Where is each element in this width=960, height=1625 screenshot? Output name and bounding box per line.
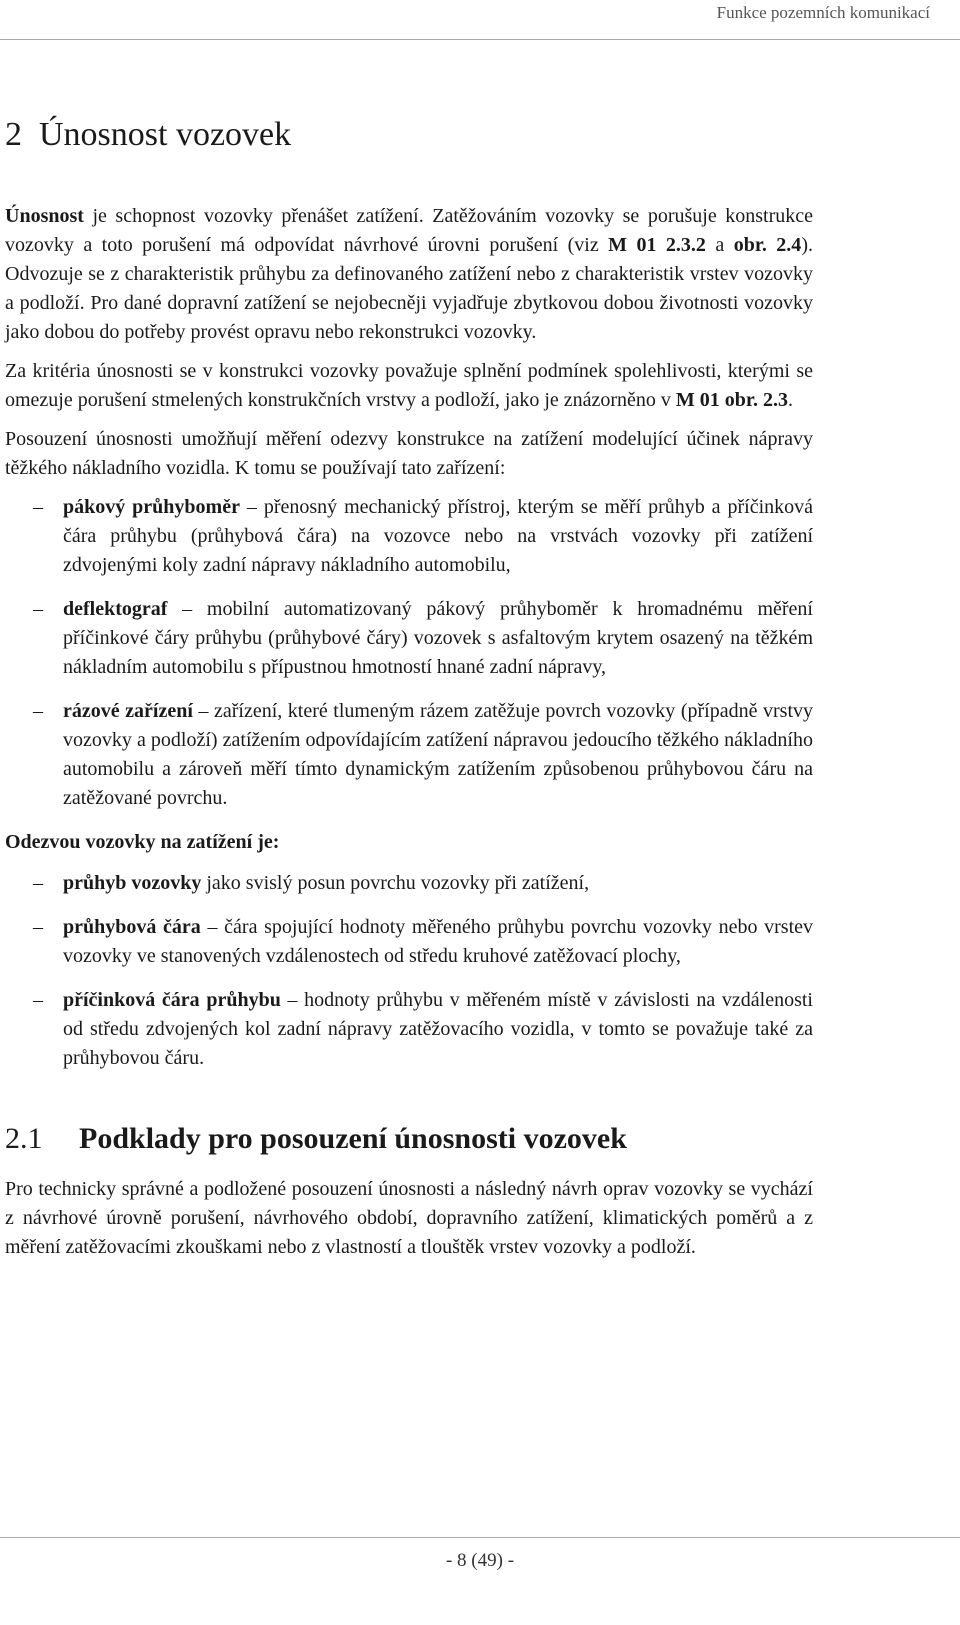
list-item-text: – hodnoty průhybu v měřeném místě v závislosti na vzdálenosti od středu zdvojených kol zadní nápravy zatěžovacího vozidla, v tomto se považuje také za průhybovou čáru. — [63, 989, 813, 1069]
intro-term: Únosnost — [5, 205, 84, 227]
footer-divider — [0, 1537, 960, 1538]
devices-list — [5, 493, 813, 813]
intro-reference-1: M 01 2.3.2 — [608, 234, 706, 256]
dash-bullet: – — [33, 700, 43, 722]
list-item — [5, 493, 813, 580]
list-item-term: pákový průhyboměr — [63, 496, 240, 518]
response-heading: Odezvou vozovky na zatížení je: — [5, 831, 280, 853]
list-item-text: – zařízení, které tlumeným rázem zatěžuje povrch vozovky (případně vrstvy vozovky a podloží) zatížením odpovídajícím zatížení nápravou jedoucího těžkého nákladního automobilu a zároveň měří tímto dynamickým zatížením způsobenou průhybovou čáru na zatěžované povrchu. — [63, 700, 814, 809]
intro-text-1: je schopnost vozovky přenášet zatížení. Zatěžováním vozovky se porušuje konstrukce vozovky a toto porušení má odpovídat návrhové úrovni porušení (viz — [5, 205, 813, 256]
criteria-text-1: Za kritéria únosnosti se v konstrukci vozovky považuje splnění podmínek spolehlivosti, kterými se omezuje porušení stmelených konstrukčních vrstvy a podloží, jako je znázorněno v — [5, 360, 813, 411]
subsection-number: 2.1 — [5, 1122, 43, 1155]
criteria-paragraph — [5, 357, 813, 415]
list-item — [5, 913, 813, 971]
chapter-heading — [5, 110, 813, 160]
criteria-reference: M 01 obr. 2.3 — [675, 389, 788, 411]
intro-text-3: ). Odvozuje se z charakteristik průhybu za definovaného zatížení nebo z charakteristik vrstev vozovky a podloží. Pro dané dopravní zatížení se nejobecněji vyjadřuje zbytkovou dobou životnosti vozovky jako dobou do potřeby provést opravu nebo rekonstrukci vozovky. — [5, 234, 813, 343]
subsection-heading — [5, 1119, 813, 1159]
subsection-paragraph: Pro technicky správné a podložené posouzení únosnosti a následný návrh oprav vozovky se vychází z návrhové úrovně porušení, návrhového období, dopravního zatížení, klimatických poměrů a z měření zatěžovacími zkouškami nebo z vlastností a tlouštěk vrstev vozovky a podloží. — [5, 1178, 813, 1258]
devices-intro-paragraph: Posouzení únosnosti umožňují měření odezvy konstrukce na zatížení modelující účinek nápravy těžkého nákladního vozidla. K tomu se používají tato zařízení: — [5, 428, 813, 479]
list-item-term: deflektograf — [63, 598, 168, 620]
dash-bullet: – — [33, 989, 43, 1011]
list-item — [5, 986, 813, 1073]
chapter-title: Únosnost vozovek — [39, 116, 292, 153]
chapter-number: 2 — [5, 116, 22, 153]
page-number: - 8 (49) - — [445, 1550, 515, 1571]
list-item-term: příčinková čára průhybu — [63, 989, 281, 1011]
intro-reference-2: obr. 2.4 — [733, 234, 802, 256]
list-item-text: – přenosný mechanický přístroj, kterým se měří průhyb a příčinková čára průhybu (průhybová čára) na vozovce nebo na vrstvách vozovky při zatížení zdvojenými koly zadní nápravy nákladního automobilu, — [63, 496, 813, 576]
list-item-term: průhybová čára — [63, 916, 201, 938]
intro-paragraph — [5, 202, 813, 347]
list-item — [5, 869, 813, 898]
list-item-term: průhyb vozovky — [63, 872, 202, 894]
dash-bullet: – — [33, 496, 43, 518]
list-item — [5, 697, 813, 813]
running-header-title: Funkce pozemních komunikací — [716, 3, 930, 22]
dash-bullet: – — [33, 872, 43, 894]
criteria-text-2: . — [787, 389, 793, 411]
list-item — [5, 595, 813, 682]
responses-list — [5, 869, 813, 1073]
list-item-text: – mobilní automatizovaný pákový průhyboměr k hromadnému měření příčinkové čáry průhybu (průhybové čáry) vozovek s asfaltovým krytem osazený na těžkém nákladním automobilu s přípustnou hmotností hnané zadní nápravy, — [63, 598, 813, 678]
list-item-text: jako svislý posun povrchu vozovky při zatížení, — [201, 872, 590, 894]
list-item-text: – čára spojující hodnoty měřeného průhybu povrchu vozovky nebo vrstev vozovky ve stanovených vzdálenostech od středu kruhové zatěžovací plochy, — [63, 916, 813, 967]
header-divider — [0, 39, 960, 40]
list-item-term: rázové zařízení — [63, 700, 193, 722]
intro-text-2: a — [705, 234, 734, 256]
dash-bullet: – — [33, 598, 43, 620]
subsection-title: Podklady pro posouzení únosnosti vozovek — [79, 1122, 627, 1155]
dash-bullet: – — [33, 916, 43, 938]
document-body — [5, 110, 813, 1272]
